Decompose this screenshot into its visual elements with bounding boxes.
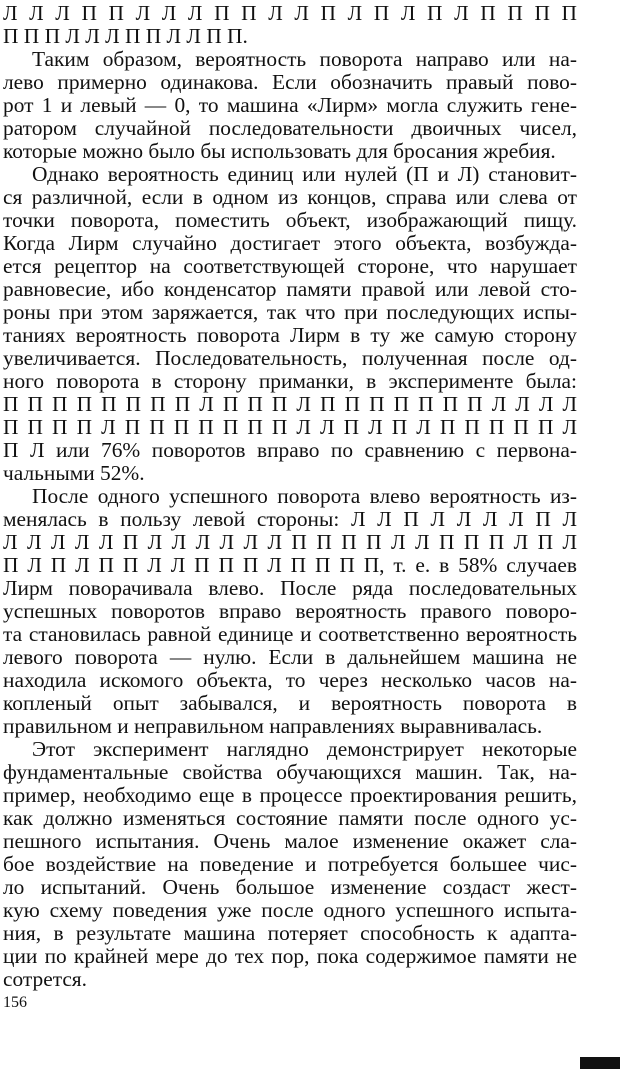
text-line: левого поворота — нулю. Если в дальнейшем машина не xyxy=(3,645,577,669)
text-line: пример, необходимо еще в процессе проектирования решить, xyxy=(3,783,577,807)
text-line: Лирм поворачивала влево. После ряда последовательных xyxy=(3,576,577,600)
text-line: точки поворота, поместить объект, изображающий пищу. xyxy=(3,208,577,232)
text-line: равновесие, ибо конденсатор памяти правой или левой сто- xyxy=(3,277,577,301)
page-number: 156 xyxy=(3,994,27,1011)
text-line: П Л или 76% поворотов вправо по сравнению с первона- xyxy=(3,438,577,462)
text-line: Таким образом, вероятность поворота направо или на- xyxy=(32,47,577,71)
text-line: правильном и неправильном направлениях выравнивалась. xyxy=(3,714,543,738)
text-line: увеличивается. Последовательность, полученная после од- xyxy=(3,346,577,370)
text-line: чальными 52%. xyxy=(3,461,145,485)
text-line: Однако вероятность единиц или нулей (П и Л) становит- xyxy=(32,162,577,186)
text-line: ции по крайней мере до тех пор, пока содержимое памяти не xyxy=(3,944,577,968)
sequence-line: П П П П П П П П Л П П П Л П П П П П П П Л Л Л Л xyxy=(3,392,577,416)
text-line: Когда Лирм случайно достигает этого объекта, возбужда- xyxy=(3,231,577,255)
text-line: кую схему поведения уже после одного успешного испыта- xyxy=(3,898,577,922)
text-line: таниях вероятность поворота Лирм в ту же самую сторону xyxy=(3,323,577,347)
print-mark xyxy=(580,1057,620,1069)
text-line: менялась в пользу левой стороны: Л Л П Л Л Л Л П Л xyxy=(3,507,577,531)
sequence-line: П П П Л Л Л П П Л Л П П. xyxy=(3,24,248,48)
text-line: ется рецептор на соответствующей стороне, что нарушает xyxy=(3,254,577,278)
text-line: фундаментальные свойства обучающихся машин. Так, на- xyxy=(3,760,577,784)
text-line: ного поворота в сторону приманки, в эксперименте была: xyxy=(3,369,577,393)
text-line: ратором случайной последовательности двоичных чисел, xyxy=(3,116,577,140)
text-line: роны при этом заряжается, так что при последующих испы- xyxy=(3,300,577,324)
sequence-line: Л Л Л Л Л П Л Л Л Л Л Л П П П П Л Л П П П Л П Л xyxy=(3,530,577,554)
text-line: ния, в результате машина потеряет способность к адапта- xyxy=(3,921,577,945)
text-line: После одного успешного поворота влево вероятность из- xyxy=(32,484,577,508)
text-line: сотрется. xyxy=(3,967,87,991)
sequence-line: Л Л Л П П Л Л Л П П Л Л П Л П Л П Л П П П П xyxy=(3,1,577,25)
text-line: которые можно было бы использовать для бросания жребия. xyxy=(3,139,556,163)
text-line: бое воздействие на поведение и потребуется большее чис- xyxy=(3,852,577,876)
text-line: успешных поворотов вправо вероятность правого поворо- xyxy=(3,599,577,623)
text-line: та становилась равной единице и соответственно вероятность xyxy=(3,622,577,646)
text-line: ся различной, если в одном из концов, справа или слева от xyxy=(3,185,577,209)
text-line: пешного испытания. Очень малое изменение окажет сла- xyxy=(3,829,577,853)
sequence-line: П П П П Л П П П П П П П Л Л П Л П Л П П П П П Л xyxy=(3,415,577,439)
text-line: П Л П Л П П Л Л П П П Л П П П П, т. е. в 58% случаев xyxy=(3,553,577,577)
text-line: копленый опыт забывался, и вероятность поворота в xyxy=(3,691,577,715)
text-line: находила искомого объекта, то через несколько часов на- xyxy=(3,668,577,692)
text-line: ло испытаний. Очень большое изменение создаст жест- xyxy=(3,875,577,899)
text-line: рот 1 и левый — 0, то машина «Лирм» могла служить гене- xyxy=(3,93,577,117)
text-line: как должно изменяться состояние памяти после одного ус- xyxy=(3,806,577,830)
text-line: лево примерно одинакова. Если обозначить правый пово- xyxy=(3,70,577,94)
text-line: Этот эксперимент наглядно демонстрирует некоторые xyxy=(32,737,577,761)
